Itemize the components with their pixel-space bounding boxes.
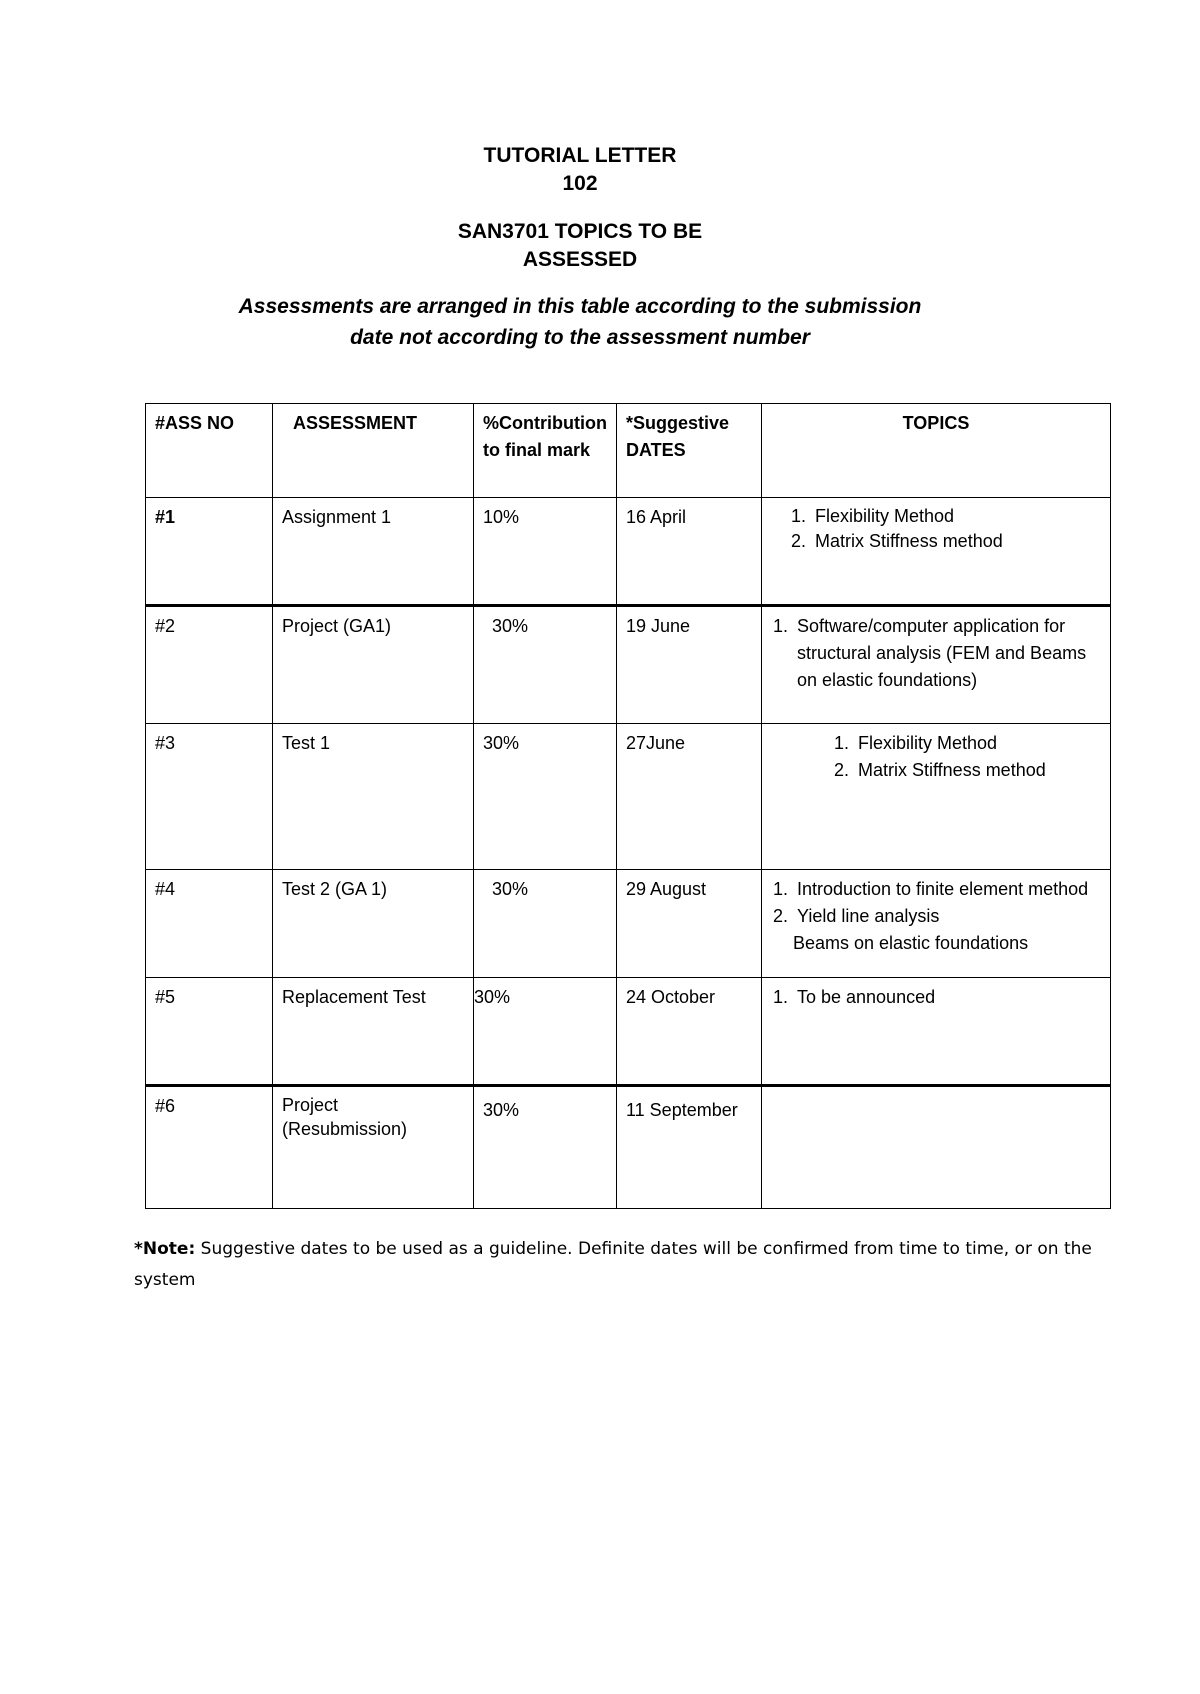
- row-number: #4: [146, 870, 273, 978]
- topic-item: 1. To be announced: [793, 984, 1101, 1011]
- row-number: #5: [146, 978, 273, 1086]
- topic-item: 1. Flexibility Method: [811, 504, 1101, 529]
- row-contribution: 10%: [474, 498, 617, 606]
- row-assessment: Assignment 1: [273, 498, 474, 606]
- row-date: 19 June: [616, 606, 761, 724]
- row-assessment: Test 2 (GA 1): [273, 870, 474, 978]
- row-topics: [761, 870, 1110, 978]
- title-line-1: TUTORIAL LETTER: [483, 144, 677, 167]
- row-number: #2: [146, 606, 273, 724]
- header-topics: TOPICS: [761, 404, 1110, 498]
- header-dates: *Suggestive DATES: [616, 404, 761, 498]
- table-row: [146, 870, 1111, 978]
- title-line-3: SAN3701 TOPICS TO BE: [457, 220, 703, 243]
- topic-item: 2. Matrix Stiffness method: [811, 529, 1101, 554]
- row-contribution: 30%: [474, 870, 617, 978]
- row-topics: [761, 498, 1110, 606]
- row-number: #1: [146, 498, 273, 606]
- title-line-4: ASSESSED: [522, 248, 638, 271]
- topic-item: 2. Yield line analysis: [793, 903, 1101, 930]
- row-date: 24 October: [616, 978, 761, 1086]
- subtitle-line-2: date not according to the assessment number: [350, 326, 810, 349]
- row-date: 29 August: [616, 870, 761, 978]
- row-topics: [761, 724, 1110, 870]
- header-assessment: ASSESSMENT: [273, 404, 474, 498]
- row-topics: [761, 978, 1110, 1086]
- table-row: [146, 1086, 1111, 1209]
- table-row: [146, 606, 1111, 724]
- row-assessment: Test 1: [273, 724, 474, 870]
- assessment-table: [145, 403, 1111, 1209]
- row-contribution: 30%: [474, 1086, 617, 1209]
- row-assessment: Project (Resubmission): [273, 1086, 474, 1209]
- row-date: 16 April: [616, 498, 761, 606]
- topic-item: 1. Introduction to finite element method: [793, 876, 1101, 903]
- topic-item: 1. Software/computer application for structural analysis (FEM and Beams on elastic foundations): [793, 613, 1101, 694]
- row-topics: [761, 606, 1110, 724]
- row-topics: [761, 1086, 1110, 1209]
- title-line-2: 102: [562, 172, 598, 195]
- row-contribution: 30%: [474, 978, 617, 1086]
- footnote: [134, 1234, 1124, 1296]
- table-header-row: [146, 404, 1111, 498]
- row-number: #6: [146, 1086, 273, 1209]
- topic-item: 1. Flexibility Method: [854, 730, 1101, 757]
- table-row: [146, 978, 1111, 1086]
- row-assessment: Replacement Test: [273, 978, 474, 1086]
- header-contribution: %Contribution to final mark: [474, 404, 617, 498]
- row-number: #3: [146, 724, 273, 870]
- topic-extra-line: Beams on elastic foundations: [792, 933, 1029, 953]
- row-assessment: Project (GA1): [273, 606, 474, 724]
- subtitle-line-1: Assessments are arranged in this table according to the submission: [238, 295, 922, 318]
- table-row: [146, 724, 1111, 870]
- footnote-label: *Note:: [134, 1239, 196, 1259]
- row-date: 11 September: [616, 1086, 761, 1209]
- row-date: 27June: [616, 724, 761, 870]
- header-ass-no: #ASS NO: [146, 404, 273, 498]
- footnote-text: Suggestive dates to be used as a guideline. Definite dates will be confirmed from time to time, or on the system: [134, 1239, 1092, 1290]
- row-contribution: 30%: [474, 724, 617, 870]
- row-contribution: 30%: [474, 606, 617, 724]
- table-row: [146, 498, 1111, 606]
- topic-item: 2. Matrix Stiffness method: [854, 757, 1101, 784]
